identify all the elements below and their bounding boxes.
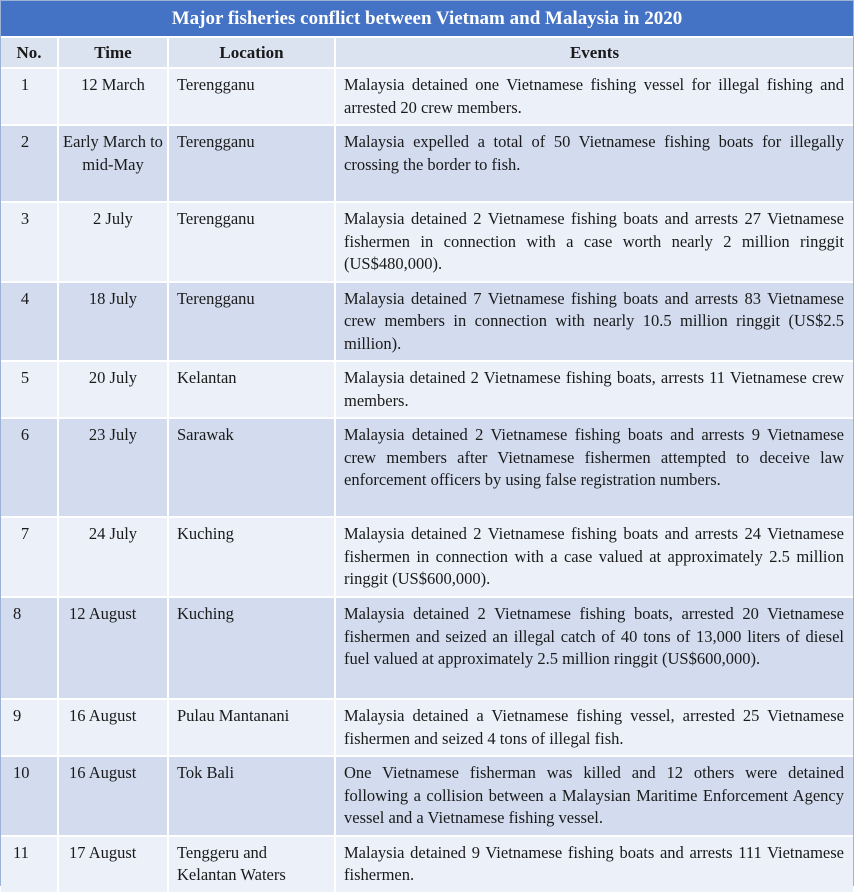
row-time: 2 July — [58, 202, 168, 282]
row-time: 24 July — [58, 517, 168, 597]
row-number: 2 — [1, 125, 58, 202]
row-time: 17 August — [58, 836, 168, 893]
row-location: Terengganu — [168, 282, 335, 362]
row-number: 1 — [1, 68, 58, 125]
row-time: 16 August — [58, 756, 168, 836]
row-number: 11 — [1, 836, 58, 893]
row-number: 5 — [1, 361, 58, 418]
row-time: 16 August — [58, 699, 168, 756]
header-row — [1, 38, 853, 68]
table-row — [1, 517, 853, 597]
row-event: Malaysia detained 9 Vietnamese fishing boats and arrests 111 Vietnamese fishermen. — [335, 836, 853, 893]
row-number: 4 — [1, 282, 58, 362]
row-event: Malaysia detained 2 Vietnamese fishing boats and arrests 24 Vietnamese fishermen in connection with a case valued at approximately 2.5 million ringgit (US$600,000). — [335, 517, 853, 597]
row-location: Terengganu — [168, 125, 335, 202]
row-time: 20 July — [58, 361, 168, 418]
row-location: Sarawak — [168, 418, 335, 517]
row-time: 23 July — [58, 418, 168, 517]
table-row — [1, 125, 853, 202]
row-location: Tok Bali — [168, 756, 335, 836]
row-event: Malaysia detained a Vietnamese fishing vessel, arrested 25 Vietnamese fishermen and seized 4 tons of illegal fish. — [335, 699, 853, 756]
row-time: 18 July — [58, 282, 168, 362]
row-event: Malaysia detained 2 Vietnamese fishing boats, arrested 20 Vietnamese fishermen and seized an illegal catch of 40 tons of 13,000 liters of diesel fuel valued at approximately 2.5 million ringgit (US$600,000). — [335, 597, 853, 699]
row-location: Terengganu — [168, 202, 335, 282]
column-header-no: No. — [1, 38, 58, 68]
row-location: Terengganu — [168, 68, 335, 125]
row-event: Malaysia detained 2 Vietnamese fishing boats and arrests 9 Vietnamese crew members after Vietnamese fishermen attempted to deceive law enforcement officers by using false registration numbers. — [335, 418, 853, 517]
table-row — [1, 418, 853, 517]
row-event: Malaysia expelled a total of 50 Vietnamese fishing boats for illegally crossing the border to fish. — [335, 125, 853, 202]
row-location: Kuching — [168, 517, 335, 597]
row-location: Kuching — [168, 597, 335, 699]
row-time: 12 March — [58, 68, 168, 125]
row-number: 7 — [1, 517, 58, 597]
row-number: 8 — [1, 597, 58, 699]
conflict-table — [1, 38, 853, 894]
table-row — [1, 361, 853, 418]
row-number: 9 — [1, 699, 58, 756]
table-row — [1, 836, 853, 893]
row-event: Malaysia detained 2 Vietnamese fishing boats and arrests 27 Vietnamese fishermen in connection with a case worth nearly 2 million ringgit (US$480,000). — [335, 202, 853, 282]
row-location: Pulau Mantanani — [168, 699, 335, 756]
table-title: Major fisheries conflict between Vietnam and Malaysia in 2020 — [1, 1, 853, 38]
row-number: 3 — [1, 202, 58, 282]
row-event: Malaysia detained 2 Vietnamese fishing boats, arrests 11 Vietnamese crew members. — [335, 361, 853, 418]
table-row — [1, 699, 853, 756]
row-time: 12 August — [58, 597, 168, 699]
row-event: Malaysia detained one Vietnamese fishing vessel for illegal fishing and arrested 20 crew members. — [335, 68, 853, 125]
column-header-events: Events — [335, 38, 853, 68]
row-event: Malaysia detained 7 Vietnamese fishing boats and arrests 83 Vietnamese crew members in connection with nearly 10.5 million ringgit (US$2.5 million). — [335, 282, 853, 362]
table-row — [1, 202, 853, 282]
column-header-location: Location — [168, 38, 335, 68]
row-number: 6 — [1, 418, 58, 517]
table-row — [1, 282, 853, 362]
table-row — [1, 597, 853, 699]
row-location: Tenggeru and Kelantan Waters — [168, 836, 335, 893]
row-event: One Vietnamese fisherman was killed and 12 others were detained following a collision between a Malaysian Maritime Enforcement Agency vessel and a Vietnamese fishing vessel. — [335, 756, 853, 836]
table-row — [1, 68, 853, 125]
column-header-time: Time — [58, 38, 168, 68]
table-row — [1, 756, 853, 836]
row-location: Kelantan — [168, 361, 335, 418]
row-time: Early March to mid-May — [58, 125, 168, 202]
row-number: 10 — [1, 756, 58, 836]
